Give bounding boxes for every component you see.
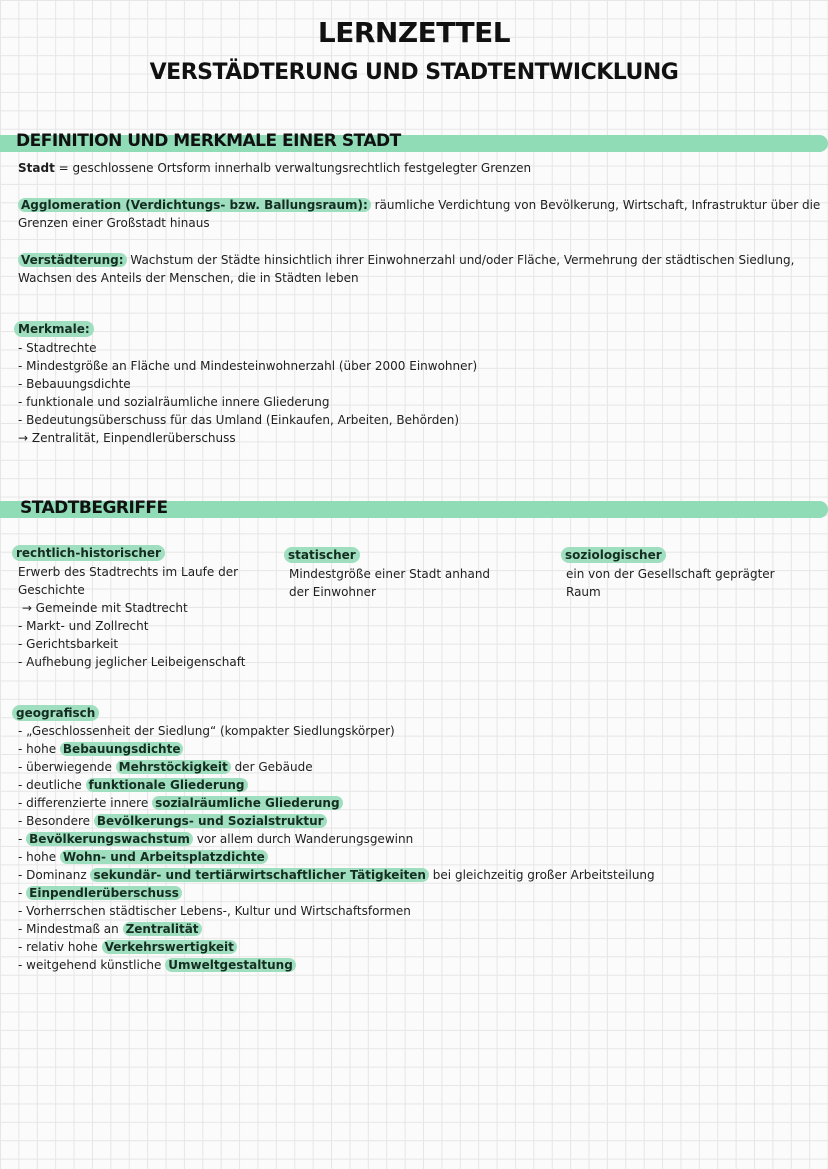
highlighted-term: Bebauungsdichte bbox=[60, 742, 184, 756]
label-rechtlich-historisch: rechtlich-historischer bbox=[12, 545, 165, 561]
list-item bbox=[18, 956, 655, 974]
list-item: - Markt- und Zollrecht bbox=[18, 619, 149, 633]
list-item: ein von der Gesellschaft geprägter bbox=[566, 567, 775, 581]
definition-stadt bbox=[18, 159, 531, 177]
geografisch-list bbox=[18, 722, 655, 974]
page-subtitle: VERSTÄDTERUNG UND STADTENTWICKLUNG bbox=[149, 60, 679, 85]
list-item-text: - „Geschlossenheit der Siedlung“ (kompakter Siedlungskörper) bbox=[18, 724, 395, 738]
list-item bbox=[18, 920, 655, 938]
list-item-text: der Gebäude bbox=[230, 760, 313, 774]
list-item: → Zentralität, Einpendlerüberschuss bbox=[18, 431, 236, 445]
list-item-text: - deutliche bbox=[18, 778, 86, 792]
list-item: - Bebauungsdichte bbox=[18, 377, 131, 391]
list-item bbox=[18, 740, 655, 758]
list-item bbox=[18, 884, 655, 902]
definition-stadt-text: = geschlossene Ortsform innerhalb verwaltungsrechtlich festgelegter Grenzen bbox=[54, 161, 532, 175]
column-soziologisch bbox=[566, 565, 775, 601]
list-item-text: - Vorherrschen städtischer Lebens-, Kultur und Wirtschaftsformen bbox=[18, 904, 411, 918]
list-item-text: - Mindestmaß an bbox=[18, 922, 123, 936]
definition-agglomeration-line2: Grenzen einer Großstadt hinaus bbox=[18, 216, 210, 230]
list-item: Raum bbox=[566, 585, 601, 599]
highlighted-term: Mehrstöckigkeit bbox=[116, 760, 231, 774]
term-verstaedterung: Verstädterung: bbox=[18, 253, 127, 267]
highlighted-term: Einpendlerüberschuss bbox=[26, 886, 182, 900]
label-soziologisch: soziologischer bbox=[561, 547, 666, 563]
merkmale-list bbox=[18, 339, 477, 447]
list-item: Erwerb des Stadtrechts im Laufe der bbox=[18, 565, 239, 579]
highlighted-term: funktionale Gliederung bbox=[86, 778, 248, 792]
highlighted-term: Bevölkerungs- und Sozialstruktur bbox=[94, 814, 327, 828]
term-agglomeration: Agglomeration (Verdichtungs- bzw. Ballungsraum): bbox=[18, 198, 371, 212]
highlighted-term: Bevölkerungswachstum bbox=[26, 832, 193, 846]
definition-verstaedterung-text: Wachstum der Städte hinsichtlich ihrer Einwohnerzahl und/oder Fläche, Vermehrung der städtischen Siedlung, bbox=[126, 253, 795, 267]
list-item: - Stadtrechte bbox=[18, 341, 97, 355]
column-rechtlich-historisch bbox=[18, 563, 245, 671]
highlighted-term: Umweltgestaltung bbox=[165, 958, 296, 972]
section-heading-stadtbegriffe: STADTBEGRIFFE bbox=[20, 498, 168, 518]
list-item bbox=[18, 776, 655, 794]
definition-verstaedterung bbox=[18, 251, 794, 269]
list-item bbox=[18, 830, 655, 848]
list-item: - Bedeutungsüberschuss für das Umland (Einkaufen, Arbeiten, Behörden) bbox=[18, 413, 459, 427]
highlighted-term: sekundär- und tertiärwirtschaftlicher Tätigkeiten bbox=[90, 868, 429, 882]
label-geografisch: geografisch bbox=[12, 705, 99, 721]
definition-agglomeration bbox=[18, 196, 820, 214]
page-title: LERNZETTEL bbox=[317, 16, 511, 49]
label-statisch: statischer bbox=[284, 547, 360, 563]
column-statisch bbox=[289, 565, 490, 601]
list-item bbox=[18, 902, 655, 920]
highlighted-term: Wohn- und Arbeitsplatzdichte bbox=[60, 850, 268, 864]
list-item-text: - Dominanz bbox=[18, 868, 91, 882]
merkmale-label: Merkmale: bbox=[14, 321, 94, 337]
list-item-text: - hohe bbox=[18, 850, 60, 864]
list-item bbox=[18, 866, 655, 884]
list-item bbox=[18, 812, 655, 830]
list-item-text: - bbox=[18, 886, 27, 900]
list-item: - Mindestgröße an Fläche und Mindesteinwohnerzahl (über 2000 Einwohner) bbox=[18, 359, 478, 373]
list-item-text: - relativ hohe bbox=[18, 940, 102, 954]
list-item: Geschichte bbox=[18, 583, 85, 597]
list-item bbox=[18, 758, 655, 776]
list-item-text: - weitgehend künstliche bbox=[18, 958, 166, 972]
list-item-text: bei gleichzeitig großer Arbeitsteilung bbox=[428, 868, 655, 882]
list-item-text: vor allem durch Wanderungsgewinn bbox=[192, 832, 414, 846]
list-item: → Gemeinde mit Stadtrecht bbox=[18, 601, 188, 615]
list-item: Mindestgröße einer Stadt anhand bbox=[289, 567, 491, 581]
term-stadt: Stadt bbox=[18, 161, 55, 175]
highlighted-term: sozialräumliche Gliederung bbox=[152, 796, 343, 810]
list-item-text: - hohe bbox=[18, 742, 60, 756]
list-item bbox=[18, 794, 655, 812]
section-heading-definition: DEFINITION UND MERKMALE EINER STADT bbox=[16, 131, 401, 151]
list-item: - Gerichtsbarkeit bbox=[18, 637, 119, 651]
list-item: der Einwohner bbox=[289, 585, 376, 599]
list-item-text: - differenzierte innere bbox=[18, 796, 153, 810]
definition-verstaedterung-line2: Wachsen des Anteils der Menschen, die in Städten leben bbox=[18, 271, 359, 285]
list-item bbox=[18, 848, 655, 866]
definition-agglomeration-text: räumliche Verdichtung von Bevölkerung, Wirtschaft, Infrastruktur über die bbox=[370, 198, 821, 212]
list-item bbox=[18, 722, 655, 740]
list-item bbox=[18, 938, 655, 956]
list-item: - Aufhebung jeglicher Leibeigenschaft bbox=[18, 655, 246, 669]
list-item-text: - Besondere bbox=[18, 814, 94, 828]
list-item-text: - bbox=[18, 832, 27, 846]
list-item-text: - überwiegende bbox=[18, 760, 116, 774]
highlighted-term: Zentralität bbox=[123, 922, 202, 936]
list-item: - funktionale und sozialräumliche innere Gliederung bbox=[18, 395, 330, 409]
highlighted-term: Verkehrswertigkeit bbox=[102, 940, 237, 954]
